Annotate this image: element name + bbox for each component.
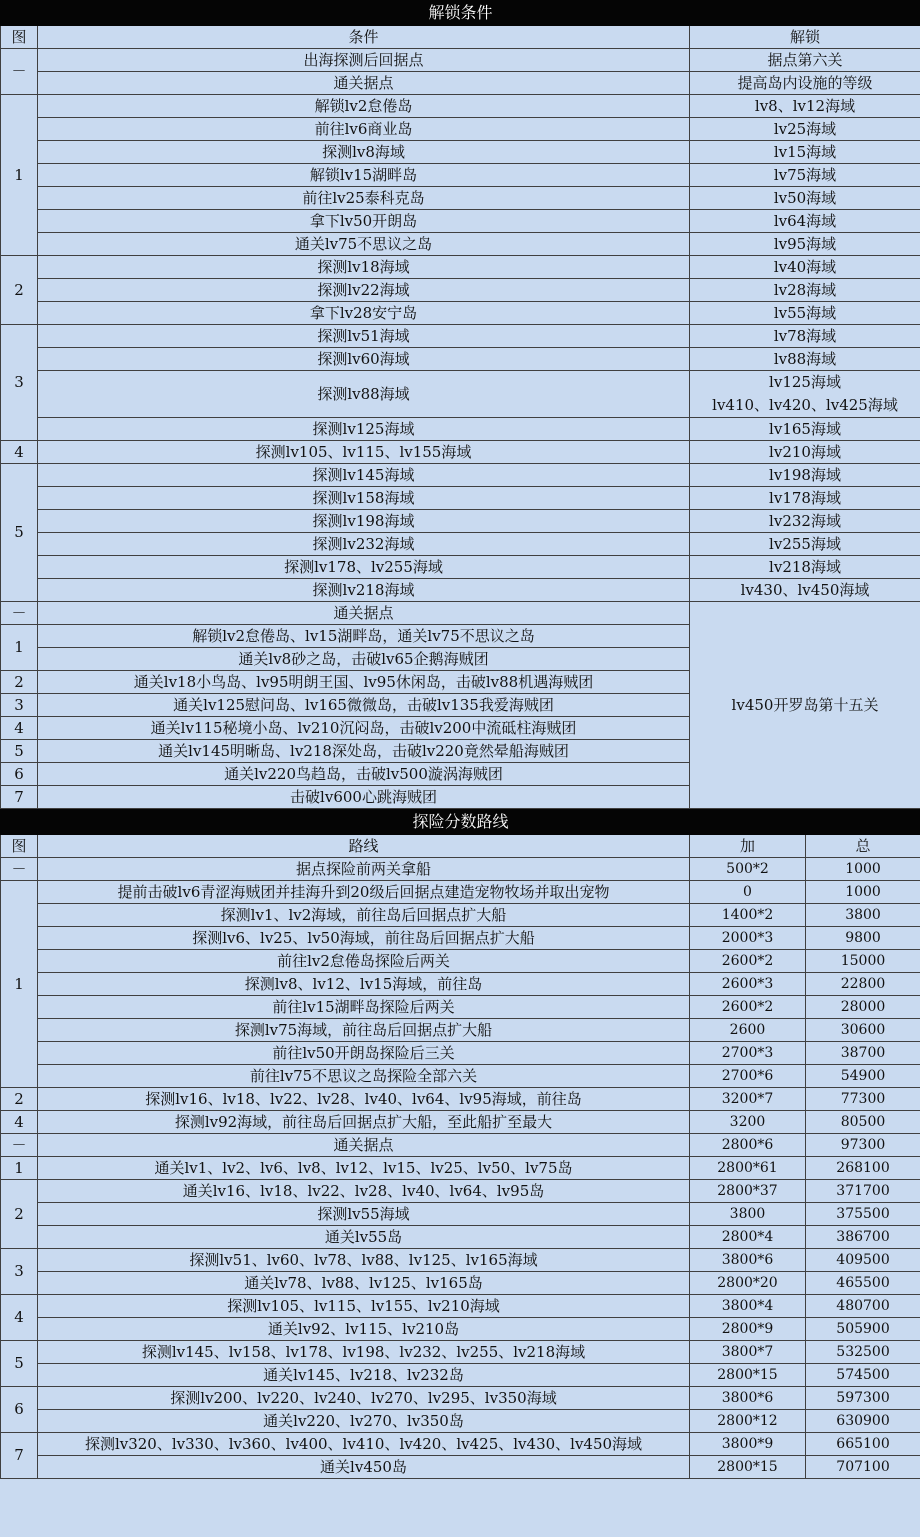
map-cell: －	[1, 1134, 38, 1157]
route-cell: 通关lv145、lv218、lv232岛	[38, 1364, 690, 1387]
table-row	[1, 1134, 920, 1157]
add-cell: 0	[690, 881, 806, 904]
header-map: 图	[1, 835, 38, 858]
table-row	[1, 1203, 920, 1226]
condition-cell: 通关据点	[38, 602, 690, 625]
map-cell: 2	[1, 671, 38, 694]
condition-cell: 探测lv125海域	[38, 418, 690, 441]
route-cell: 探测lv16、lv18、lv22、lv28、lv40、lv64、lv95海域，前往岛	[38, 1088, 690, 1111]
unlock-cell: lv218海域	[690, 556, 920, 579]
add-cell: 2600*3	[690, 973, 806, 996]
condition-cell: 出海探测后回据点	[38, 49, 690, 72]
route-cell: 探测lv55海域	[38, 1203, 690, 1226]
total-cell: 465500	[806, 1272, 920, 1295]
condition-cell: 通关据点	[38, 72, 690, 95]
table-row	[1, 1088, 920, 1111]
map-cell: 2	[1, 1180, 38, 1249]
header-map: 图	[1, 26, 38, 49]
header-total: 总	[806, 835, 920, 858]
map-cell: 1	[1, 625, 38, 671]
map-cell: 1	[1, 881, 38, 1088]
total-cell: 505900	[806, 1318, 920, 1341]
condition-cell: 探测lv51海域	[38, 325, 690, 348]
table-row	[1, 533, 920, 556]
unlock-cell: lv450开罗岛第十五关	[690, 602, 920, 809]
table-row	[1, 579, 920, 602]
map-cell: 4	[1, 1111, 38, 1134]
total-cell: 665100	[806, 1433, 920, 1456]
table-row	[1, 233, 920, 256]
total-cell: 1000	[806, 881, 920, 904]
unlock-cell: lv210海域	[690, 441, 920, 464]
add-cell: 1400*2	[690, 904, 806, 927]
condition-cell: 探测lv8海域	[38, 141, 690, 164]
condition-cell: 拿下lv28安宁岛	[38, 302, 690, 325]
unlock-cell: lv55海域	[690, 302, 920, 325]
unlock-cell: lv125海域 lv410、lv420、lv425海域	[690, 371, 920, 418]
header-add: 加	[690, 835, 806, 858]
condition-cell: 通关lv115秘境小岛、lv210沉闷岛，击破lv200中流砥柱海贼团	[38, 717, 690, 740]
header-unlock: 解锁	[690, 26, 920, 49]
table-row	[1, 371, 920, 418]
condition-cell: 解锁lv2怠倦岛	[38, 95, 690, 118]
table-row	[1, 1341, 920, 1364]
route-cell: 通关lv450岛	[38, 1456, 690, 1479]
condition-cell: 通关lv220鸟趋岛，击破lv500漩涡海贼团	[38, 763, 690, 786]
condition-cell: 解锁lv2怠倦岛、lv15湖畔岛，通关lv75不思议之岛	[38, 625, 690, 648]
condition-cell: 探测lv218海域	[38, 579, 690, 602]
route-cell: 据点探险前两关拿船	[38, 858, 690, 881]
map-cell: 1	[1, 1157, 38, 1180]
add-cell: 2600*2	[690, 996, 806, 1019]
table-row	[1, 441, 920, 464]
route-cell: 探测lv1、lv2海域，前往岛后回据点扩大船	[38, 904, 690, 927]
condition-cell: 探测lv105、lv115、lv155海域	[38, 441, 690, 464]
total-cell: 371700	[806, 1180, 920, 1203]
condition-cell: 拿下lv50开朗岛	[38, 210, 690, 233]
route-cell: 前往lv50开朗岛探险后三关	[38, 1042, 690, 1065]
condition-cell: 前往lv25泰科克岛	[38, 187, 690, 210]
route-cell: 通关lv78、lv88、lv125、lv165岛	[38, 1272, 690, 1295]
table-row	[1, 118, 920, 141]
route-cell: 探测lv8、lv12、lv15海域，前往岛	[38, 973, 690, 996]
total-cell: 532500	[806, 1341, 920, 1364]
condition-cell: 通关lv75不思议之岛	[38, 233, 690, 256]
total-cell: 80500	[806, 1111, 920, 1134]
map-cell: －	[1, 49, 38, 95]
table-row	[1, 602, 920, 625]
table-row	[1, 1272, 920, 1295]
add-cell: 3800*6	[690, 1387, 806, 1410]
total-cell: 3800	[806, 904, 920, 927]
table-row	[1, 279, 920, 302]
condition-cell: 通关lv18小鸟岛、lv95明朗王国、lv95休闲岛，击破lv88机遇海贼团	[38, 671, 690, 694]
route-cell: 通关lv55岛	[38, 1226, 690, 1249]
condition-cell: 击破lv600心跳海贼团	[38, 786, 690, 809]
unlock-cell: lv78海域	[690, 325, 920, 348]
table-row	[1, 1019, 920, 1042]
add-cell: 2800*4	[690, 1226, 806, 1249]
route-cell: 前往lv2怠倦岛探险后两关	[38, 950, 690, 973]
unlock-table-title: 解锁条件	[1, 1, 920, 26]
map-cell: 7	[1, 1433, 38, 1479]
condition-cell: 探测lv88海域	[38, 371, 690, 418]
route-cell: 探测lv75海域，前往岛后回据点扩大船	[38, 1019, 690, 1042]
map-cell: 3	[1, 1249, 38, 1295]
score-route-table	[0, 809, 920, 1479]
condition-cell: 探测lv18海域	[38, 256, 690, 279]
add-cell: 2800*15	[690, 1364, 806, 1387]
table-row	[1, 210, 920, 233]
unlock-cell: lv28海域	[690, 279, 920, 302]
table-row	[1, 1065, 920, 1088]
map-cell: 4	[1, 441, 38, 464]
table-row	[1, 1387, 920, 1410]
route-cell: 通关lv220、lv270、lv350岛	[38, 1410, 690, 1433]
map-cell: 5	[1, 1341, 38, 1387]
add-cell: 2800*9	[690, 1318, 806, 1341]
table-row	[1, 881, 920, 904]
total-cell: 268100	[806, 1157, 920, 1180]
total-cell: 77300	[806, 1088, 920, 1111]
add-cell: 2800*12	[690, 1410, 806, 1433]
add-cell: 2000*3	[690, 927, 806, 950]
unlock-cell: lv15海域	[690, 141, 920, 164]
total-cell: 97300	[806, 1134, 920, 1157]
add-cell: 2700*6	[690, 1065, 806, 1088]
route-cell: 通关据点	[38, 1134, 690, 1157]
map-cell: －	[1, 602, 38, 625]
table-row	[1, 95, 920, 118]
table-row	[1, 187, 920, 210]
condition-cell: 通关lv125慰问岛、lv165微微岛，击破lv135我爱海贼团	[38, 694, 690, 717]
add-cell: 500*2	[690, 858, 806, 881]
condition-cell: 通关lv145明晰岛、lv218深处岛，击破lv220竟然晕船海贼团	[38, 740, 690, 763]
table-row	[1, 1157, 920, 1180]
add-cell: 2700*3	[690, 1042, 806, 1065]
unlock-cell: lv178海域	[690, 487, 920, 510]
table-row	[1, 1456, 920, 1479]
unlock-cell: lv50海域	[690, 187, 920, 210]
total-cell: 54900	[806, 1065, 920, 1088]
add-cell: 2800*15	[690, 1456, 806, 1479]
unlock-cell: lv165海域	[690, 418, 920, 441]
unlock-cell: lv430、lv450海域	[690, 579, 920, 602]
route-cell: 探测lv105、lv115、lv155、lv210海域	[38, 1295, 690, 1318]
map-cell: 1	[1, 95, 38, 256]
unlock-cell: lv232海域	[690, 510, 920, 533]
table-row	[1, 1364, 920, 1387]
condition-cell: 探测lv22海域	[38, 279, 690, 302]
table-row	[1, 973, 920, 996]
add-cell: 3200*7	[690, 1088, 806, 1111]
add-cell: 2800*61	[690, 1157, 806, 1180]
route-cell: 通关lv16、lv18、lv22、lv28、lv40、lv64、lv95岛	[38, 1180, 690, 1203]
table-row	[1, 464, 920, 487]
condition-cell: 探测lv158海域	[38, 487, 690, 510]
table-row	[1, 556, 920, 579]
table-row	[1, 1180, 920, 1203]
table-row	[1, 950, 920, 973]
route-cell: 提前击破lv6青涩海贼团并挂海升到20级后回据点建造宠物牧场并取出宠物	[38, 881, 690, 904]
score-table-title: 探险分数路线	[1, 810, 920, 835]
unlock-cell: lv198海域	[690, 464, 920, 487]
map-cell: 4	[1, 717, 38, 740]
table-row	[1, 487, 920, 510]
route-cell: 探测lv6、lv25、lv50海域，前往岛后回据点扩大船	[38, 927, 690, 950]
add-cell: 3800*6	[690, 1249, 806, 1272]
unlock-cell: lv75海域	[690, 164, 920, 187]
total-cell: 574500	[806, 1364, 920, 1387]
table-row	[1, 996, 920, 1019]
map-cell: 5	[1, 464, 38, 602]
add-cell: 2800*20	[690, 1272, 806, 1295]
total-cell: 386700	[806, 1226, 920, 1249]
map-cell: 6	[1, 1387, 38, 1433]
total-cell: 9800	[806, 927, 920, 950]
unlock-cell: lv95海域	[690, 233, 920, 256]
condition-cell: 通关lv8砂之岛，击破lv65企鹅海贼团	[38, 648, 690, 671]
condition-cell: 探测lv145海域	[38, 464, 690, 487]
condition-cell: 前往lv6商业岛	[38, 118, 690, 141]
condition-cell: 解锁lv15湖畔岛	[38, 164, 690, 187]
table-row	[1, 1410, 920, 1433]
total-cell: 480700	[806, 1295, 920, 1318]
table-row	[1, 1111, 920, 1134]
condition-cell: 探测lv60海域	[38, 348, 690, 371]
add-cell: 3800	[690, 1203, 806, 1226]
table-row	[1, 904, 920, 927]
route-cell: 通关lv92、lv115、lv210岛	[38, 1318, 690, 1341]
table-row	[1, 1226, 920, 1249]
table-row	[1, 1433, 920, 1456]
table-row	[1, 72, 920, 95]
add-cell: 3800*9	[690, 1433, 806, 1456]
route-cell: 前往lv75不思议之岛探险全部六关	[38, 1065, 690, 1088]
map-cell: －	[1, 858, 38, 881]
table-row	[1, 1318, 920, 1341]
map-cell: 5	[1, 740, 38, 763]
total-cell: 38700	[806, 1042, 920, 1065]
route-cell: 探测lv200、lv220、lv240、lv270、lv295、lv350海域	[38, 1387, 690, 1410]
table-row	[1, 164, 920, 187]
map-cell: 2	[1, 1088, 38, 1111]
condition-cell: 探测lv178、lv255海域	[38, 556, 690, 579]
route-cell: 探测lv92海域，前往岛后回据点扩大船，至此船扩至最大	[38, 1111, 690, 1134]
route-cell: 通关lv1、lv2、lv6、lv8、lv12、lv15、lv25、lv50、lv75岛	[38, 1157, 690, 1180]
unlock-cell: lv8、lv12海域	[690, 95, 920, 118]
total-cell: 30600	[806, 1019, 920, 1042]
map-cell: 7	[1, 786, 38, 809]
route-cell: 探测lv145、lv158、lv178、lv198、lv232、lv255、lv218海域	[38, 1341, 690, 1364]
unlock-cell: lv64海域	[690, 210, 920, 233]
unlock-cell: lv88海域	[690, 348, 920, 371]
table-row	[1, 927, 920, 950]
unlock-cell: lv255海域	[690, 533, 920, 556]
table-row	[1, 49, 920, 72]
total-cell: 375500	[806, 1203, 920, 1226]
map-cell: 2	[1, 256, 38, 325]
table-row	[1, 325, 920, 348]
total-cell: 630900	[806, 1410, 920, 1433]
map-cell: 3	[1, 325, 38, 441]
add-cell: 3200	[690, 1111, 806, 1134]
table-row	[1, 1249, 920, 1272]
add-cell: 2800*6	[690, 1134, 806, 1157]
unlock-cell: 据点第六关	[690, 49, 920, 72]
add-cell: 3800*4	[690, 1295, 806, 1318]
table-row	[1, 302, 920, 325]
table-row	[1, 256, 920, 279]
table-row	[1, 141, 920, 164]
table-row	[1, 348, 920, 371]
total-cell: 409500	[806, 1249, 920, 1272]
header-condition: 条件	[38, 26, 690, 49]
total-cell: 1000	[806, 858, 920, 881]
table-row	[1, 1295, 920, 1318]
table-row	[1, 510, 920, 533]
total-cell: 707100	[806, 1456, 920, 1479]
total-cell: 22800	[806, 973, 920, 996]
condition-cell: 探测lv198海域	[38, 510, 690, 533]
total-cell: 28000	[806, 996, 920, 1019]
header-route: 路线	[38, 835, 690, 858]
unlock-cell: lv25海域	[690, 118, 920, 141]
add-cell: 2800*37	[690, 1180, 806, 1203]
condition-cell: 探测lv232海域	[38, 533, 690, 556]
table-row	[1, 418, 920, 441]
unlock-cell: lv40海域	[690, 256, 920, 279]
route-cell: 探测lv320、lv330、lv360、lv400、lv410、lv420、lv425、lv430、lv450海域	[38, 1433, 690, 1456]
add-cell: 2600*2	[690, 950, 806, 973]
add-cell: 2600	[690, 1019, 806, 1042]
map-cell: 4	[1, 1295, 38, 1341]
map-cell: 3	[1, 694, 38, 717]
table-row	[1, 1042, 920, 1065]
total-cell: 597300	[806, 1387, 920, 1410]
map-cell: 6	[1, 763, 38, 786]
total-cell: 15000	[806, 950, 920, 973]
route-cell: 前往lv15湖畔岛探险后两关	[38, 996, 690, 1019]
unlock-cell: 提高岛内设施的等级	[690, 72, 920, 95]
table-row	[1, 858, 920, 881]
route-cell: 探测lv51、lv60、lv78、lv88、lv125、lv165海域	[38, 1249, 690, 1272]
add-cell: 3800*7	[690, 1341, 806, 1364]
